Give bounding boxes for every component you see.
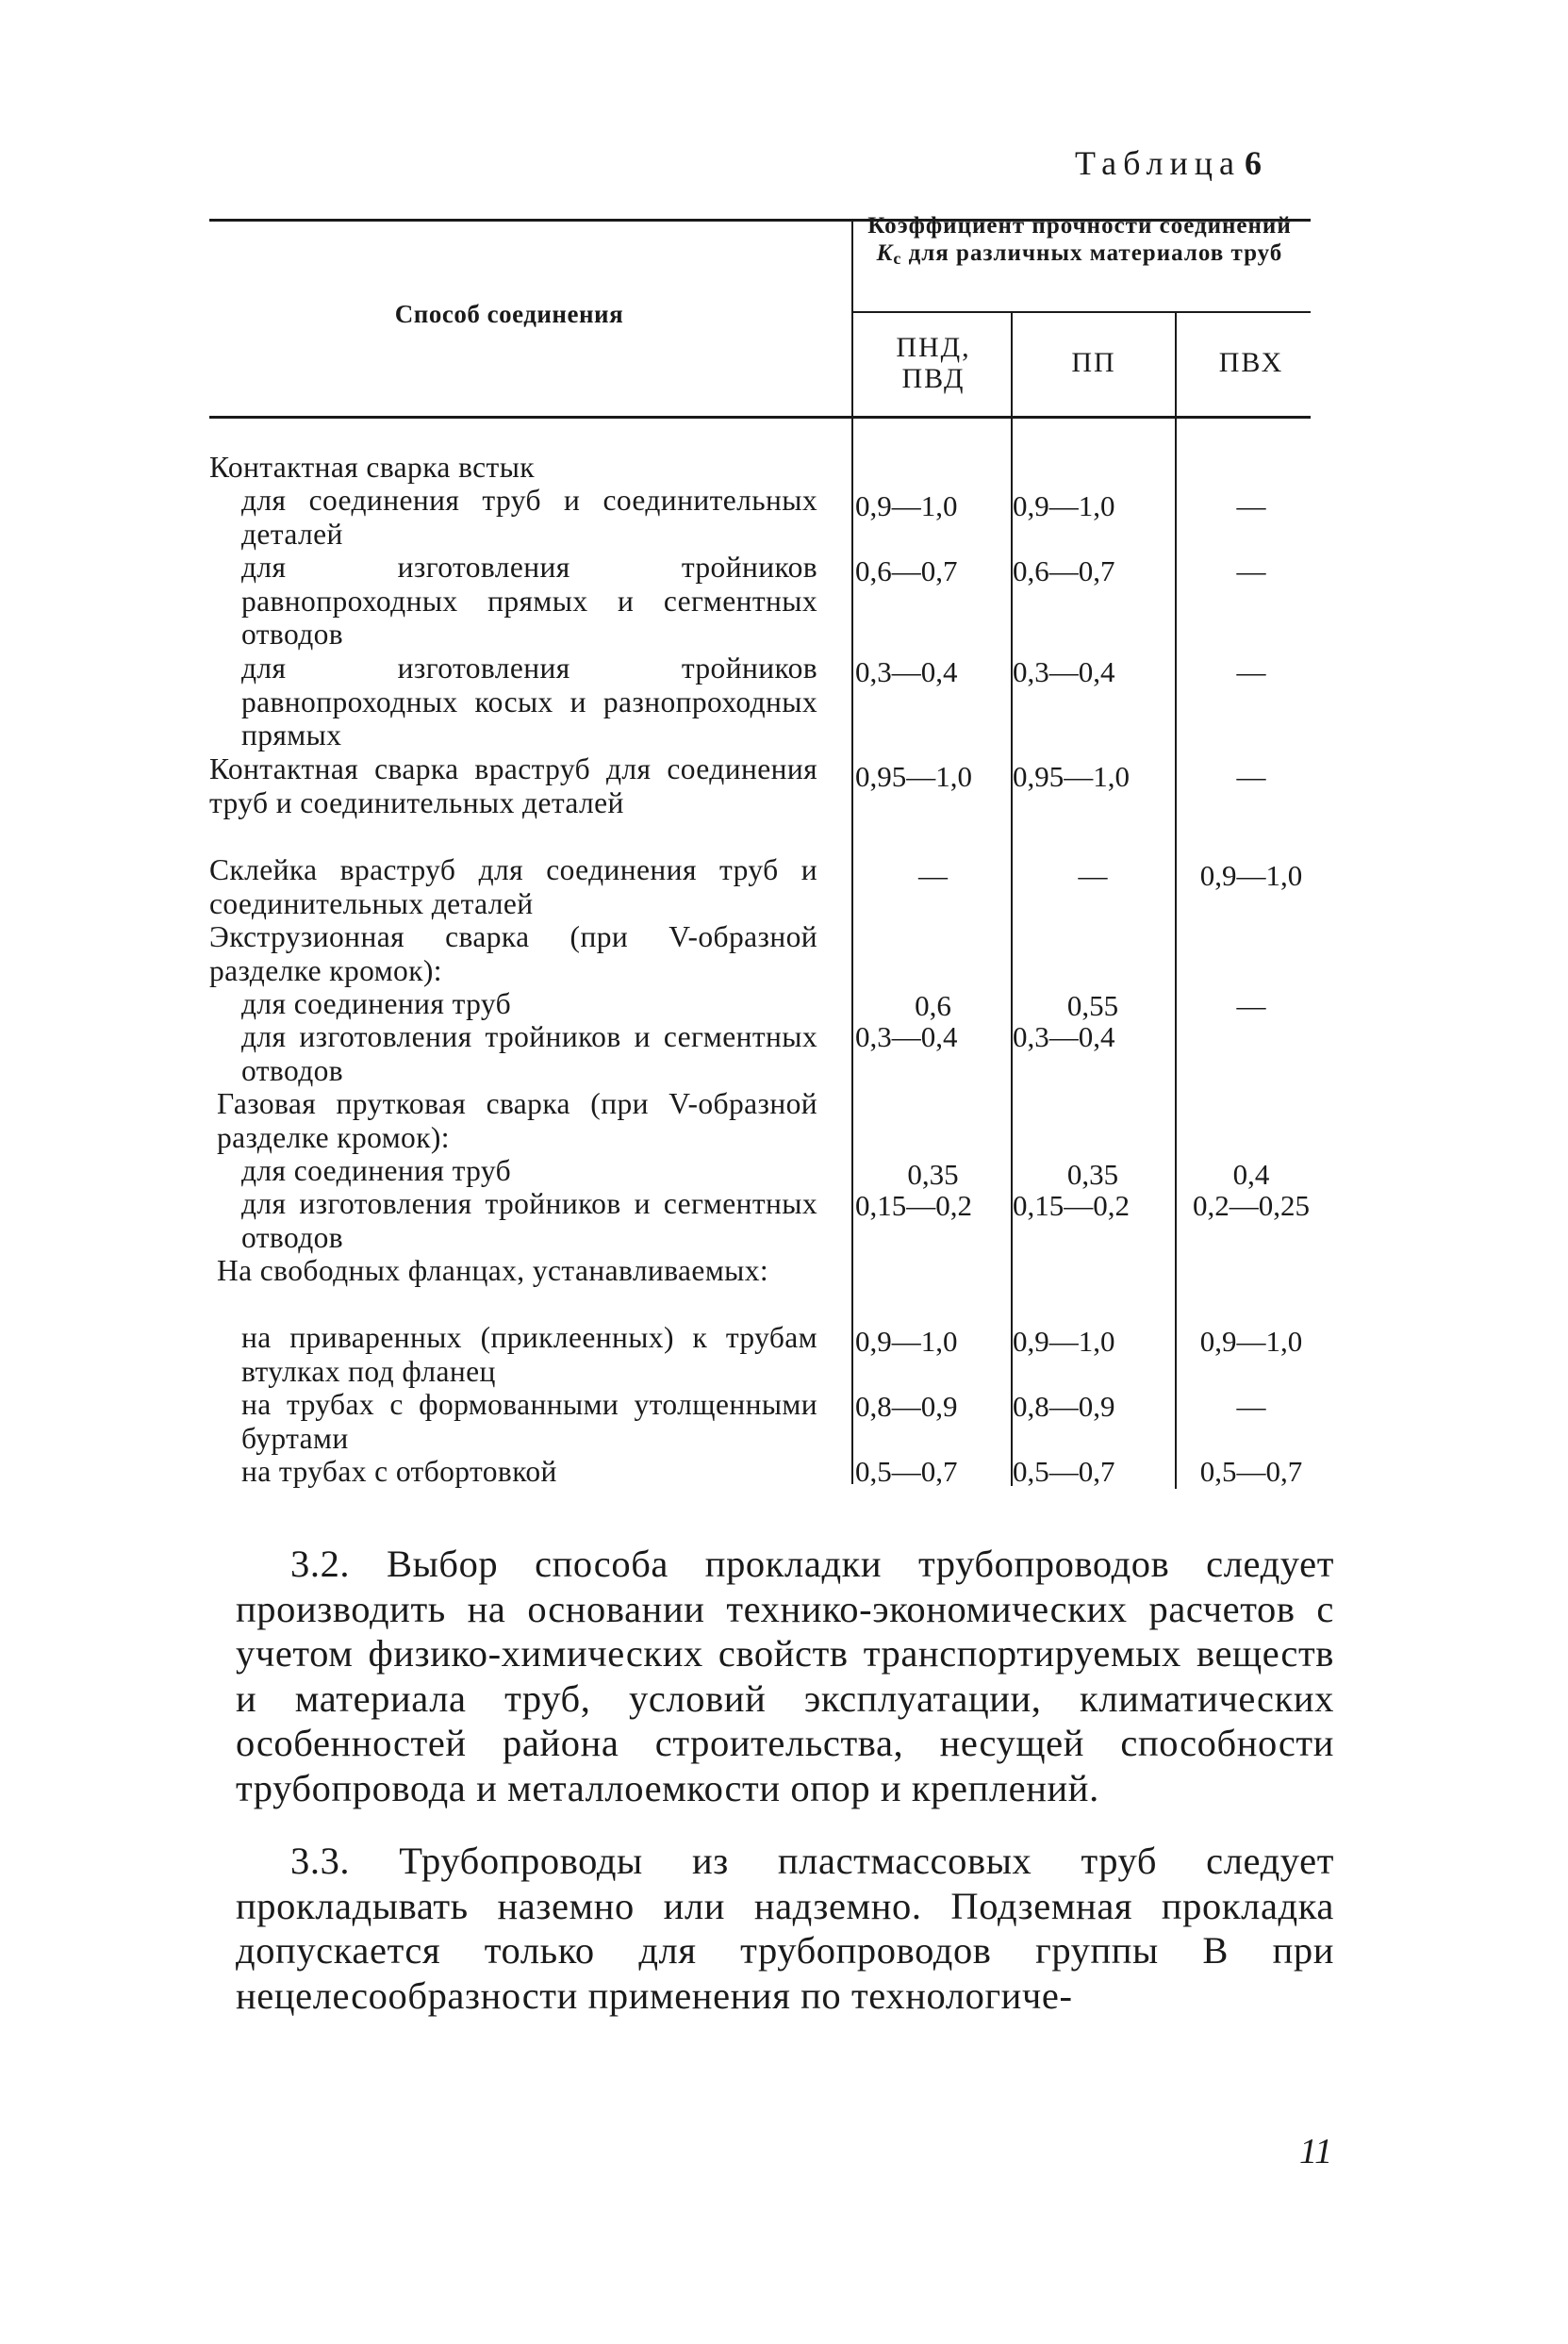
cell-value: 0,6—0,7 <box>1013 554 1115 587</box>
row-label: Склейка враструб для соединения труб и соединительных деталей <box>209 853 817 920</box>
cell-value: — <box>1236 554 1266 587</box>
table-column-divider <box>1175 312 1177 1489</box>
cell-value: — <box>1236 489 1266 522</box>
row-label: для изготовления тройников и сегментных отводов <box>241 1020 817 1087</box>
cell-value: 0,3—0,4 <box>855 655 958 688</box>
cell-value: 0,8—0,9 <box>1013 1390 1115 1423</box>
table-caption <box>1075 143 1262 183</box>
cell-value: 0,6 <box>915 989 951 1022</box>
row-label: Контактная сварка враструб для соединения труб и соединительных деталей <box>209 752 817 819</box>
cell-value: 0,6—0,7 <box>855 554 958 587</box>
table-number: 6 <box>1244 144 1262 182</box>
cell-value: 0,9—1,0 <box>1013 1325 1115 1358</box>
row-label: для изготовления тройников равнопроходных прямых и сегментных отводов <box>241 551 817 651</box>
row-label: для соединения труб <box>241 1154 512 1187</box>
cell-value: — <box>1236 655 1266 688</box>
row-label: на приваренных (приклеенных) к трубам втулках под фланец <box>241 1321 817 1388</box>
row-label: на трубах с формованными утолщенными буртами <box>241 1388 817 1455</box>
page-number: 11 <box>1299 2132 1333 2171</box>
cell-value: — <box>1236 760 1266 793</box>
table-column-divider <box>1011 312 1013 1486</box>
column-header-material: ПНД, ПВД <box>896 332 971 394</box>
cell-value: 0,95—1,0 <box>855 760 972 793</box>
row-label: Газовая прутковая сварка (при V-образной разделке кромок): <box>217 1087 817 1154</box>
cell-value: — <box>918 859 948 892</box>
paragraph-3-3: 3.3. Трубопроводы из пластмассовых труб следует прокладывать наземно или надземно. Подземная прокладка допускается только для трубопроводов группы В при нецелесообразности применения по технологиче- <box>236 1840 1334 2017</box>
cell-value: — <box>1078 859 1108 892</box>
row-label: для соединения труб <box>241 987 512 1020</box>
cell-value: 0,9—1,0 <box>855 1325 958 1358</box>
cell-value: 0,15—0,2 <box>855 1189 972 1222</box>
row-label: Контактная сварка встык <box>209 451 535 484</box>
cell-value: 0,3—0,4 <box>855 1020 958 1053</box>
header-material-rule <box>853 311 1311 313</box>
cell-value: 0,3—0,4 <box>1013 1020 1115 1053</box>
table-column-divider <box>851 221 853 1484</box>
table-caption-word: Таблица <box>1075 144 1241 182</box>
cell-value: 0,9—1,0 <box>855 489 958 522</box>
cell-value: 0,15—0,2 <box>1013 1189 1130 1222</box>
cell-value: 0,9—1,0 <box>1199 859 1303 892</box>
row-label: На свободных фланцах, устанавливаемых: <box>217 1254 769 1287</box>
cell-value: 0,5—0,7 <box>1199 1455 1303 1488</box>
cell-value: 0,9—1,0 <box>1013 489 1115 522</box>
column-header-method: Способ соединения <box>394 300 624 328</box>
cell-value: 0,35 <box>1066 1158 1119 1191</box>
row-label: для изготовления тройников равнопроходных косых и разнопроходных прямых <box>241 652 817 751</box>
cell-value: — <box>1236 989 1266 1022</box>
cell-value: 0,5—0,7 <box>855 1455 958 1488</box>
cell-value: — <box>1236 1390 1266 1423</box>
cell-value: 0,35 <box>907 1158 959 1191</box>
row-label: Экструзионная сварка (при V-образной разделке кромок): <box>209 920 817 987</box>
cell-value: 0,8—0,9 <box>855 1390 958 1423</box>
column-header-material: ПП <box>1071 347 1116 378</box>
row-label: на трубах с отбортовкой <box>241 1455 557 1488</box>
column-header-coefficient: Коэффициент прочности соединений $K_с$ для различных материалов труб <box>867 213 1292 268</box>
column-header-material: ПВХ <box>1218 347 1284 378</box>
cell-value: 0,55 <box>1066 989 1119 1022</box>
row-label: для соединения труб и соединительных деталей <box>241 484 817 551</box>
cell-value: 0,4 <box>1232 1158 1270 1191</box>
cell-value: 0,95—1,0 <box>1013 760 1130 793</box>
header-bottom-rule <box>209 416 1311 419</box>
cell-value: 0,3—0,4 <box>1013 655 1115 688</box>
cell-value: 0,5—0,7 <box>1013 1455 1115 1488</box>
cell-value: 0,9—1,0 <box>1199 1325 1303 1358</box>
row-label: для изготовления тройников и сегментных отводов <box>241 1187 817 1254</box>
cell-value: 0,2—0,25 <box>1193 1189 1310 1222</box>
paragraph-3-2: 3.2. Выбор способа прокладки трубопроводов следует производить на основании технико-экономических расчетов с учетом физико-химических свойств транспортируемых веществ и материала труб, условий эксплуатации, климатических особенностей района строительства, несущей способности трубопровода и металлоемкости опор и креплений. <box>236 1543 1334 1809</box>
